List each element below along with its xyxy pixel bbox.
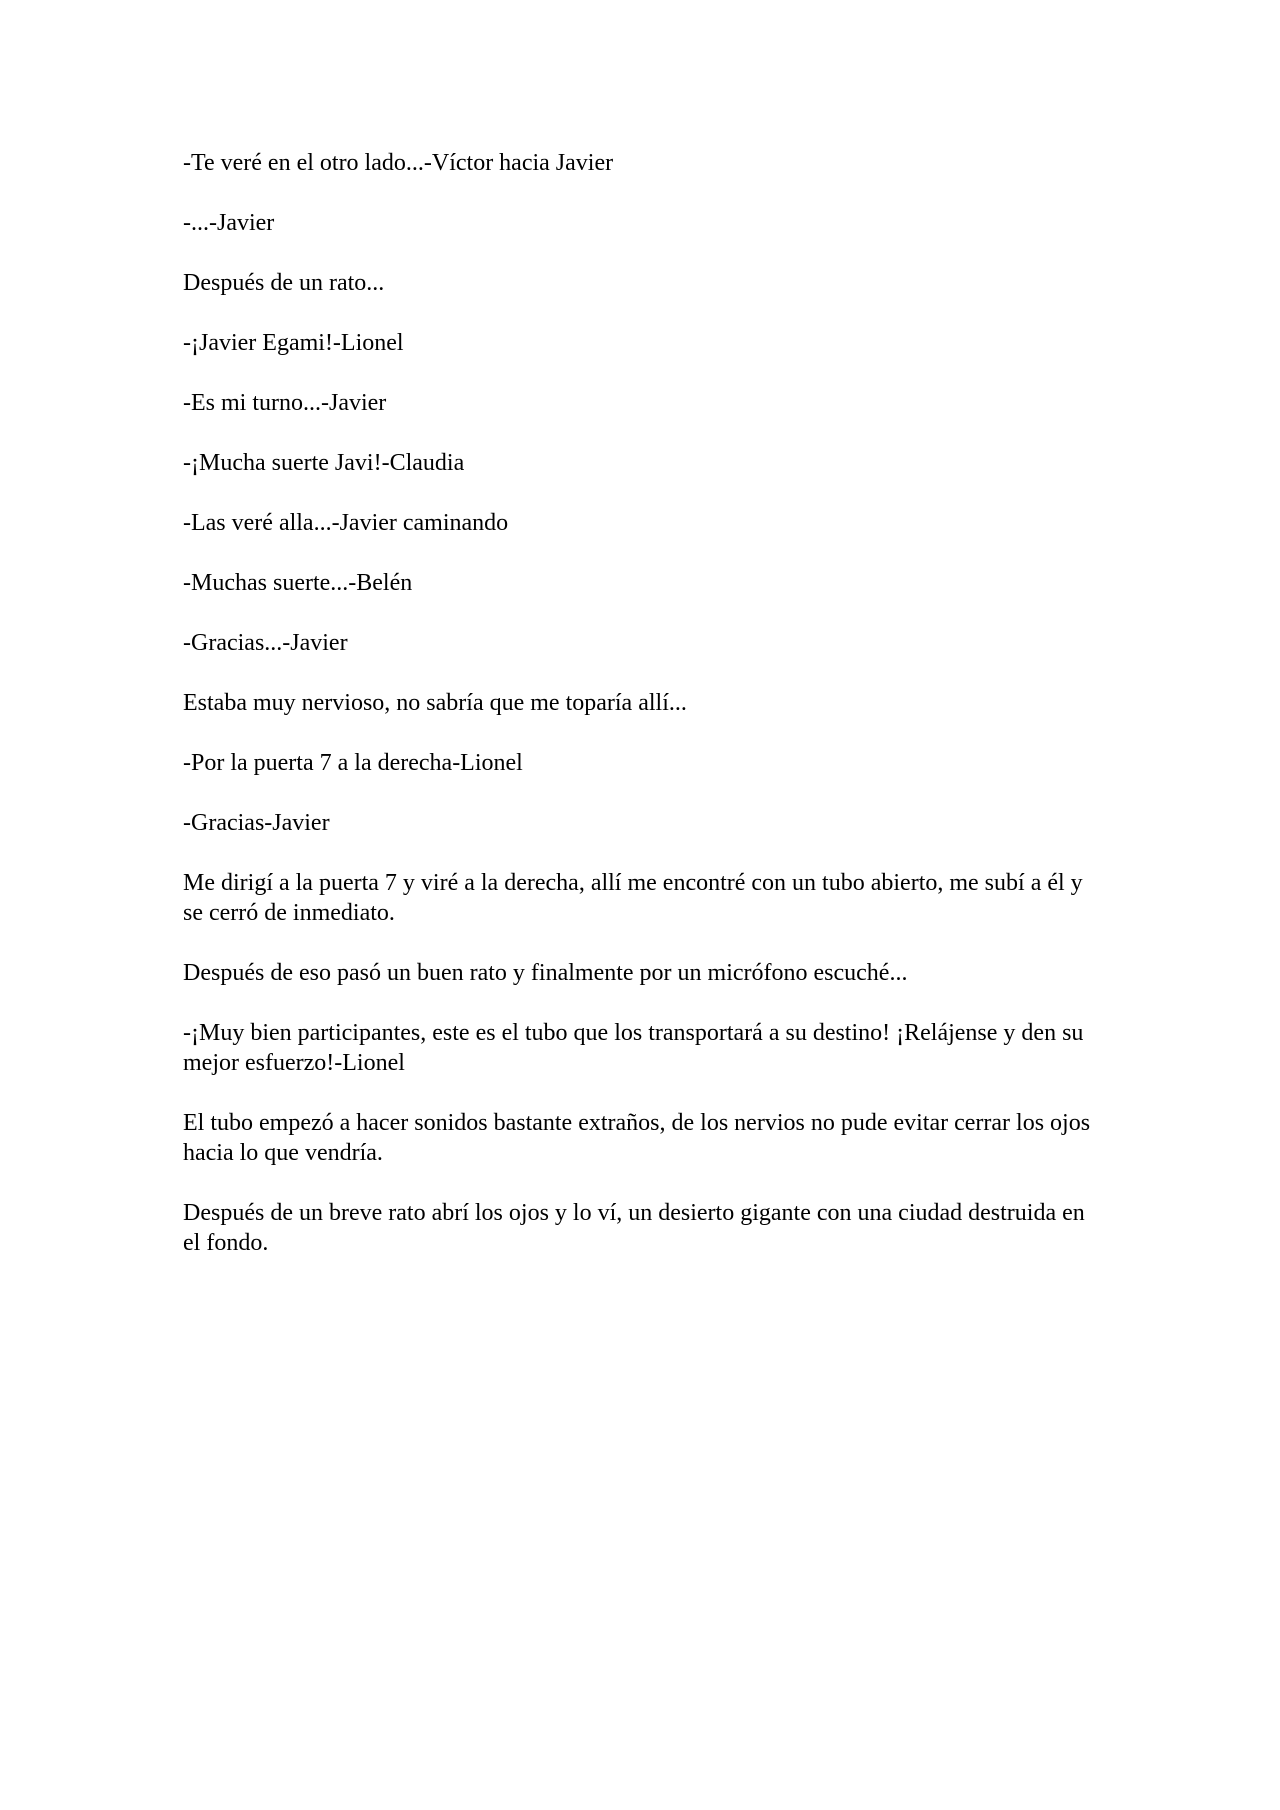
paragraph-12: -Gracias-Javier	[183, 810, 330, 836]
paragraph-8: -Muchas suerte...-Belén	[183, 570, 413, 596]
paragraph-2: -...-Javier	[183, 210, 275, 236]
paragraph-10: Estaba muy nervioso, no sabría que me toparía allí...	[183, 690, 687, 716]
paragraph-9: -Gracias...-Javier	[183, 630, 348, 656]
paragraph-14: Después de eso pasó un buen rato y finalmente por un micrófono escuché...	[183, 960, 908, 986]
paragraph-4: -¡Javier Egami!-Lionel	[183, 330, 404, 356]
paragraph-11: -Por la puerta 7 a la derecha-Lionel	[183, 750, 523, 776]
document-body	[183, 148, 1103, 1288]
paragraph-1: -Te veré en el otro lado...-Víctor hacia Javier	[183, 150, 614, 176]
paragraph-3: Después de un rato...	[183, 270, 385, 296]
paragraph-13: Me dirigí a la puerta 7 y viré a la derecha, allí me encontré con un tubo abierto, me subí a él y se cerró de inmediato.	[183, 870, 1083, 926]
paragraph-7: -Las veré alla...-Javier caminando	[183, 510, 509, 536]
paragraph-6: -¡Mucha suerte Javi!-Claudia	[183, 450, 465, 476]
paragraph-15: -¡Muy bien participantes, este es el tubo que los transportará a su destino! ¡Relájense y den su mejor esfuerzo!-Lionel	[183, 1020, 1084, 1076]
paragraph-5: -Es mi turno...-Javier	[183, 390, 387, 416]
paragraph-16: El tubo empezó a hacer sonidos bastante extraños, de los nervios no pude evitar cerrar los ojos hacia lo que vendría.	[183, 1110, 1091, 1166]
paragraph-17: Después de un breve rato abrí los ojos y lo ví, un desierto gigante con una ciudad destruida en el fondo.	[183, 1200, 1085, 1256]
